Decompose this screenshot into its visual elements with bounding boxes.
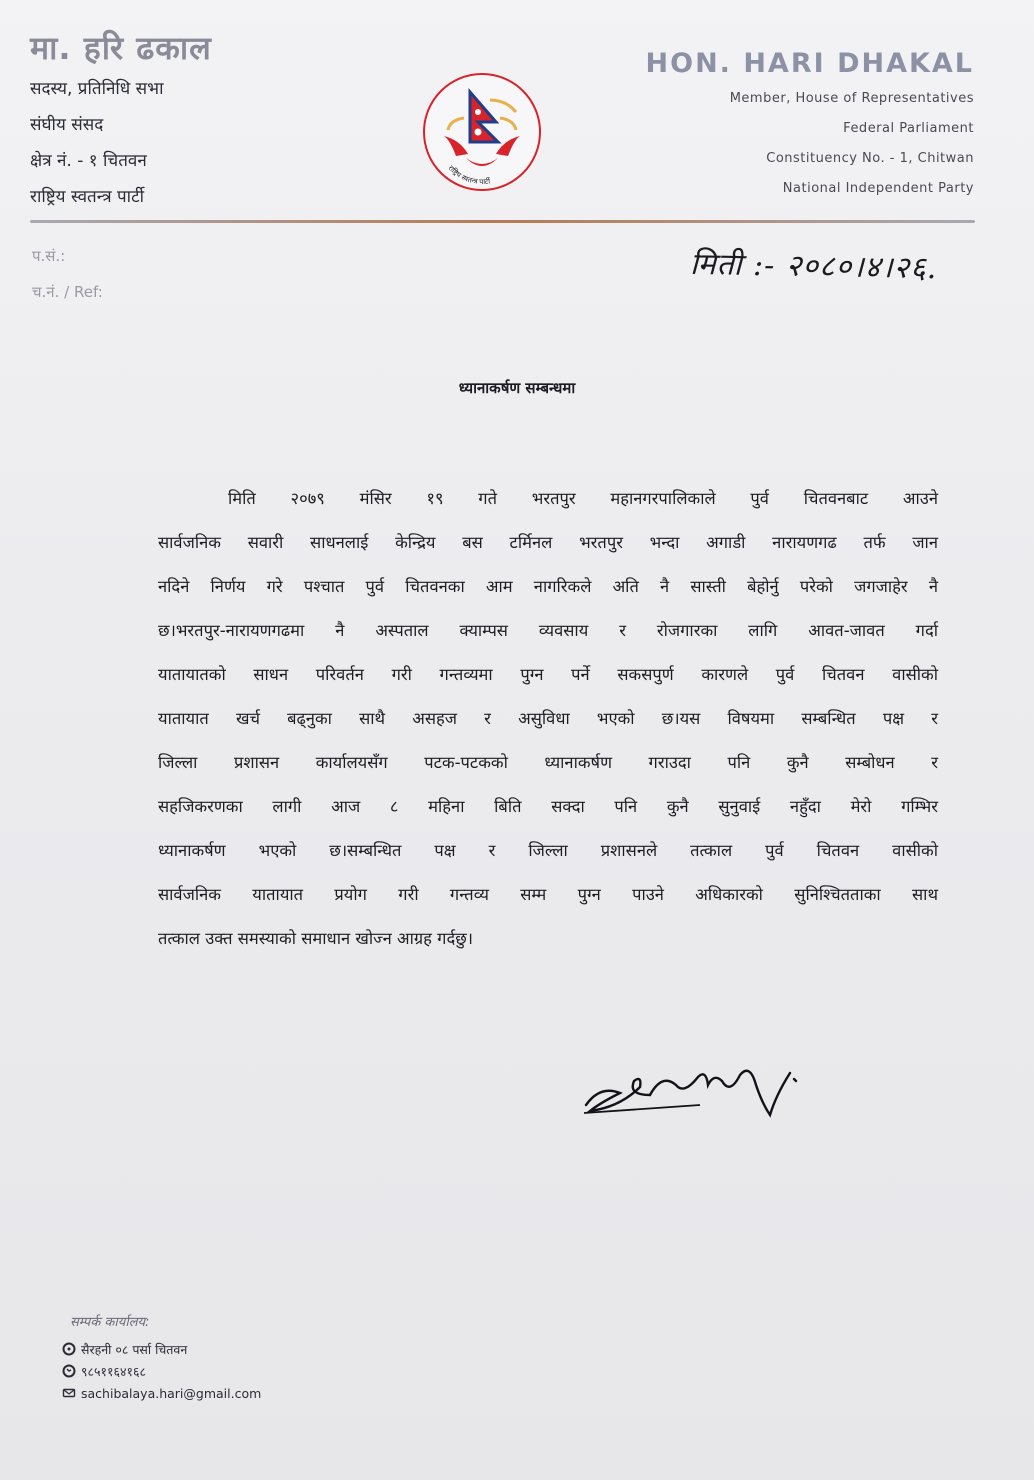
body-line <box>158 618 938 662</box>
body-line <box>158 838 938 882</box>
english-name: HON. HARI DHAKAL <box>645 48 974 79</box>
body-line <box>158 926 938 970</box>
body-line <box>158 662 938 706</box>
body-line <box>158 574 938 618</box>
body-line-text: तत्काल उक्त समस्याको समाधान खोज्न आग्रह गर्दछु। <box>158 929 474 948</box>
party-logo-icon <box>420 70 544 194</box>
address-text: सैरहनी ०८ पर्सा चितवन <box>81 1341 188 1357</box>
handwritten-date: मिती :- २०८०।४।२६. <box>689 246 938 287</box>
body-line <box>158 486 938 530</box>
nepali-letterhead <box>30 26 330 219</box>
body-line-text: छ।भरतपुर-नारायणगढमा नै अस्पताल क्याम्पस व्यवसाय र रोजगारका लागि आवत-जावत गर्दा <box>158 621 938 640</box>
body-line <box>158 794 938 838</box>
body-line-text: यातायातको साधन परिवर्तन गरी गन्तव्यमा पुग्न पर्ने सकसपुर्ण कारणले पुर्व चितवन वासीको <box>158 665 938 684</box>
location-icon <box>62 1342 76 1356</box>
phone-icon <box>62 1364 76 1378</box>
ref-cn: च.नं. / Ref: <box>32 283 103 301</box>
body-line <box>158 750 938 794</box>
party-logo <box>420 70 544 194</box>
english-letterhead <box>614 48 974 211</box>
body-line-text: सहजिकरणका लागी आज ८ महिना बिति सक्दा पनि कुनै सुनुवाई नहुँदा मेरो गम्भिर <box>158 797 938 816</box>
ref-ps: प.सं.: <box>32 247 66 265</box>
body-line-text: मिति २०७९ मंसिर १९ गते भरतपुर महानगरपालिकाले पुर्व चितवनबाट आउने <box>228 489 938 508</box>
body-line-text: यातायात खर्च बढ्नुका साथै असहज र असुविधा भएको छ।यस विषयमा सम्बन्धित पक्ष र <box>158 709 938 728</box>
email-text[interactable]: sachibalaya.hari@gmail.com <box>81 1385 262 1401</box>
english-designation: Member, House of Representatives <box>729 91 974 106</box>
letter-body <box>158 486 938 970</box>
body-line <box>158 530 938 574</box>
signature-icon <box>580 1055 830 1125</box>
body-line-text: नदिने निर्णय गरे पश्चात पुर्व चितवनका आम नागरिकले अति नै सास्ती बेहोर्नु परेको जगजाहेर नै <box>158 577 938 596</box>
letter-subject: ध्यानाकर्षण सम्बन्धमा <box>458 379 576 397</box>
nepali-name: मा. हरि ढकाल <box>30 29 212 67</box>
english-party: National Independent Party <box>782 181 974 196</box>
header-divider <box>30 220 975 223</box>
english-constituency: Constituency No. - 1, Chitwan <box>766 151 974 166</box>
body-line-text: जिल्ला प्रशासन कार्यालयसँग पटक-पटकको ध्यानाकर्षण गराउदा पनि कुनै सम्बोधन र <box>158 753 938 772</box>
nepali-party: राष्ट्रिय स्वतन्त्र पार्टी <box>30 187 145 207</box>
nepali-constituency: क्षेत्र नं. - १ चितवन <box>30 151 147 171</box>
signature <box>580 1055 830 1125</box>
contact-label: सम्पर्क कार्यालय: <box>70 1315 150 1330</box>
email-row <box>62 1382 261 1404</box>
nepali-designation: सदस्य, प्रतिनिधि सभा <box>30 79 164 99</box>
logo-text: राष्ट्रिय स्वतन्त्र पार्टी <box>446 164 491 187</box>
phone-row <box>62 1360 261 1382</box>
body-line-text: ध्यानाकर्षण भएको छ।सम्बन्धित पक्ष र जिल्ला प्रशासनले तत्काल पुर्व चितवन वासीको <box>158 841 938 860</box>
body-line <box>158 706 938 750</box>
body-line-text: सार्वजनिक यातायात प्रयोग गरी गन्तव्य सम्म पुग्न पाउने अधिकारको सुनिश्चितताका साथ <box>158 885 938 904</box>
address-row <box>62 1338 261 1360</box>
body-line-text: सार्वजनिक सवारी साधनलाई केन्द्रिय बस टर्मिनल भरतपुर भन्दा अगाडी नारायणगढ तर्फ जान <box>158 533 938 552</box>
english-parliament: Federal Parliament <box>843 121 974 136</box>
nepali-parliament: संघीय संसद <box>30 115 104 135</box>
contact-footer <box>62 1312 261 1404</box>
phone-text: ९८५११६४१६८ <box>81 1363 147 1379</box>
body-line <box>158 882 938 926</box>
email-icon <box>62 1386 76 1400</box>
